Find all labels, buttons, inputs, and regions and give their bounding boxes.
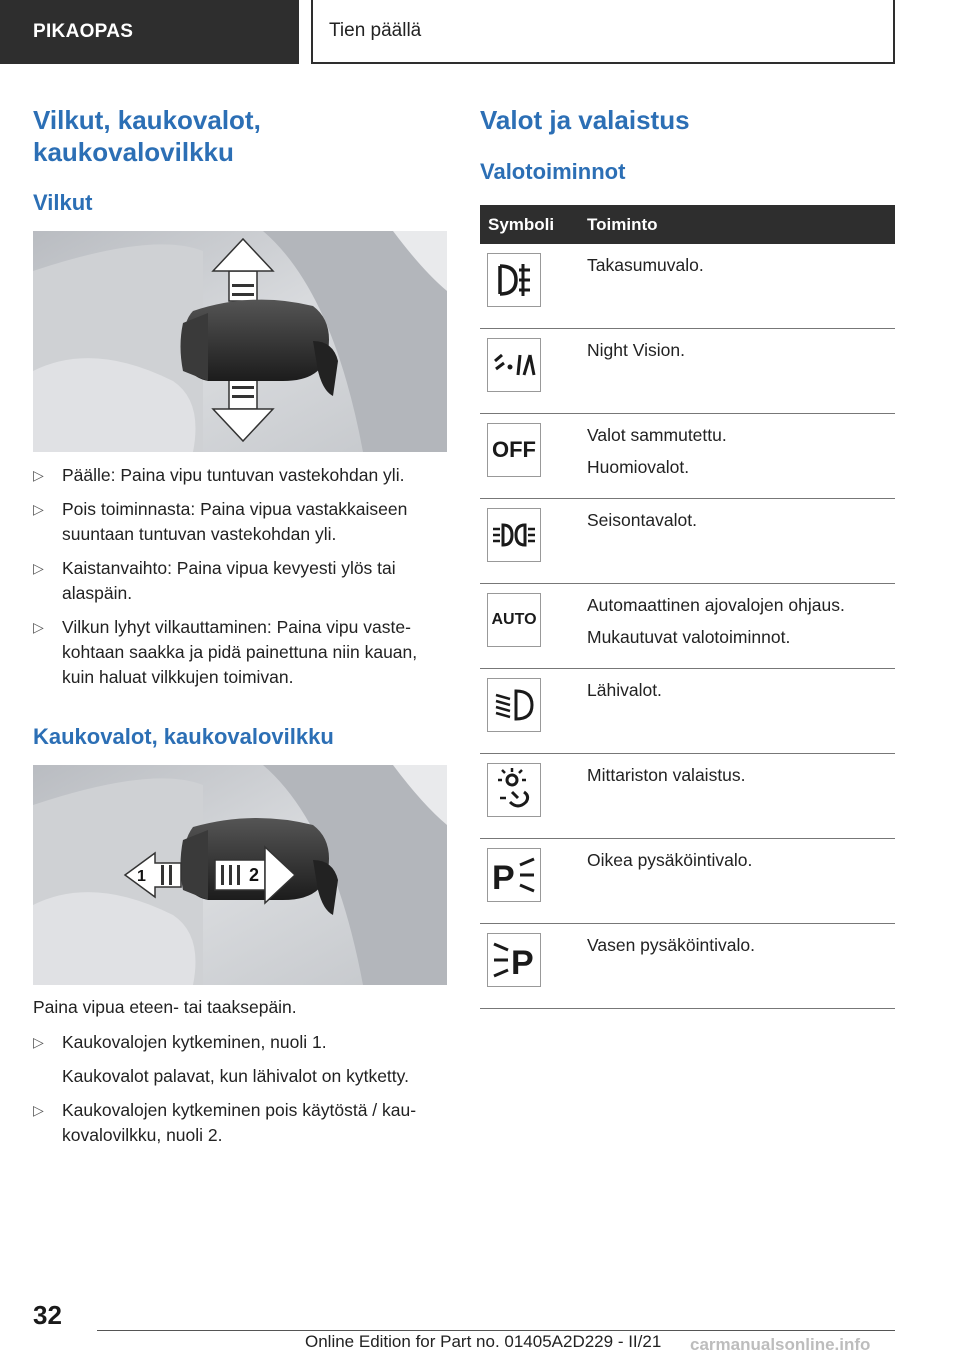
list-item: ▷ Kaistanvaihto: Paina vipua kevyesti ylös tai alaspäin. xyxy=(33,558,396,603)
subheading-high-beam: Kaukovalot, kaukovalovilkku xyxy=(33,724,334,749)
table-row: Seisontavalot. xyxy=(480,499,895,584)
list-item: ▷ Pois toiminnasta: Paina vipua vastakkaiseen suuntaan tuntuvan vastekohdan yli. xyxy=(33,499,408,544)
triangle-bullet-icon: ▷ xyxy=(33,467,44,483)
symbol-table xyxy=(480,205,895,1009)
table-row: Night Vision. xyxy=(480,329,895,414)
triangle-bullet-icon: ▷ xyxy=(33,1102,44,1118)
instrument-lighting-icon xyxy=(487,763,541,817)
header-section-tab xyxy=(0,0,299,64)
turn-signal-list xyxy=(33,463,449,699)
triangle-bullet-icon: ▷ xyxy=(33,1034,44,1050)
column-header-symbol: Symboli xyxy=(480,205,579,244)
high-beam-intro: Paina vipua eteen- tai taaksepäin. xyxy=(33,997,297,1017)
table-row: Lähivalot. xyxy=(480,669,895,754)
left-parking-light-icon xyxy=(487,933,541,987)
off-icon: OFF xyxy=(487,423,541,477)
list-item: ▷ Kaukovalojen kytkeminen pois käytöstä / kaukovalovilkku, nuoli 2. xyxy=(33,1100,417,1145)
table-header-row xyxy=(480,205,895,244)
triangle-bullet-icon: ▷ xyxy=(33,619,44,635)
parking-lights-icon xyxy=(487,508,541,562)
column-header-function: Toiminto xyxy=(579,205,895,244)
table-row: Takasumuvalo. xyxy=(480,244,895,329)
table-row: P Vasen pysäköintivalo. xyxy=(480,924,895,1009)
triangle-bullet-icon: ▷ xyxy=(33,560,44,576)
table-row: OFF Valot sammutettu. Huomiovalot. xyxy=(480,414,895,499)
arrow-1-label: 1 xyxy=(137,868,146,885)
watermark: carmanualsonline.info xyxy=(690,1335,871,1354)
table-row: Mittariston valaistus. xyxy=(480,754,895,839)
triangle-bullet-icon: ▷ xyxy=(33,501,44,517)
footer-divider xyxy=(97,1330,895,1331)
table-row: P Oikea pysäköintivalo. xyxy=(480,839,895,924)
svg-text:P: P xyxy=(511,944,534,982)
low-beam-icon xyxy=(487,678,541,732)
subheading-vilkut: Vilkut xyxy=(33,190,93,215)
header-chapter-tab xyxy=(311,0,895,64)
high-beam-lever-image xyxy=(33,765,447,985)
right-title: Valot ja valaistus xyxy=(480,105,690,135)
header-section-label: PIKAOPAS xyxy=(33,21,134,42)
table-row: AUTO Automaattinen ajovalojen ohjaus. Mukautuvat valotoiminnot. xyxy=(480,584,895,669)
header-chapter-label: Tien päällä xyxy=(329,20,422,41)
arrow-2-label: 2 xyxy=(249,865,260,885)
edition-footer: Online Edition for Part no. 01405A2D229 - II/21 xyxy=(305,1332,662,1351)
night-vision-icon xyxy=(487,338,541,392)
left-title-line1: Vilkut, kaukovalot, xyxy=(33,105,261,135)
svg-text:P: P xyxy=(492,859,515,897)
high-beam-list xyxy=(33,1030,449,1157)
list-item: ▷ Päälle: Paina vipu tuntuvan vastekohdan yli. xyxy=(33,463,449,488)
page-number: 32 xyxy=(33,1300,62,1330)
rear-fog-light-icon xyxy=(487,253,541,307)
list-item: ▷ Vilkun lyhyt vilkauttaminen: Paina vipu vastekohtaan saakka ja pidä painettuna niin kauan, kuin haluat vilkkujen toimivan. xyxy=(33,617,418,687)
left-title-line2: kaukovalovilkku xyxy=(33,137,234,167)
right-parking-light-icon xyxy=(487,848,541,902)
list-item: ▷ Kaukovalojen kytkeminen, nuoli 1. Kaukovalot palavat, kun lähivalot on kytketty. xyxy=(33,1032,409,1086)
subheading-light-functions: Valotoiminnot xyxy=(480,159,626,184)
left-title xyxy=(33,104,261,168)
turn-signal-lever-image xyxy=(33,231,447,452)
auto-icon: AUTO xyxy=(487,593,541,647)
